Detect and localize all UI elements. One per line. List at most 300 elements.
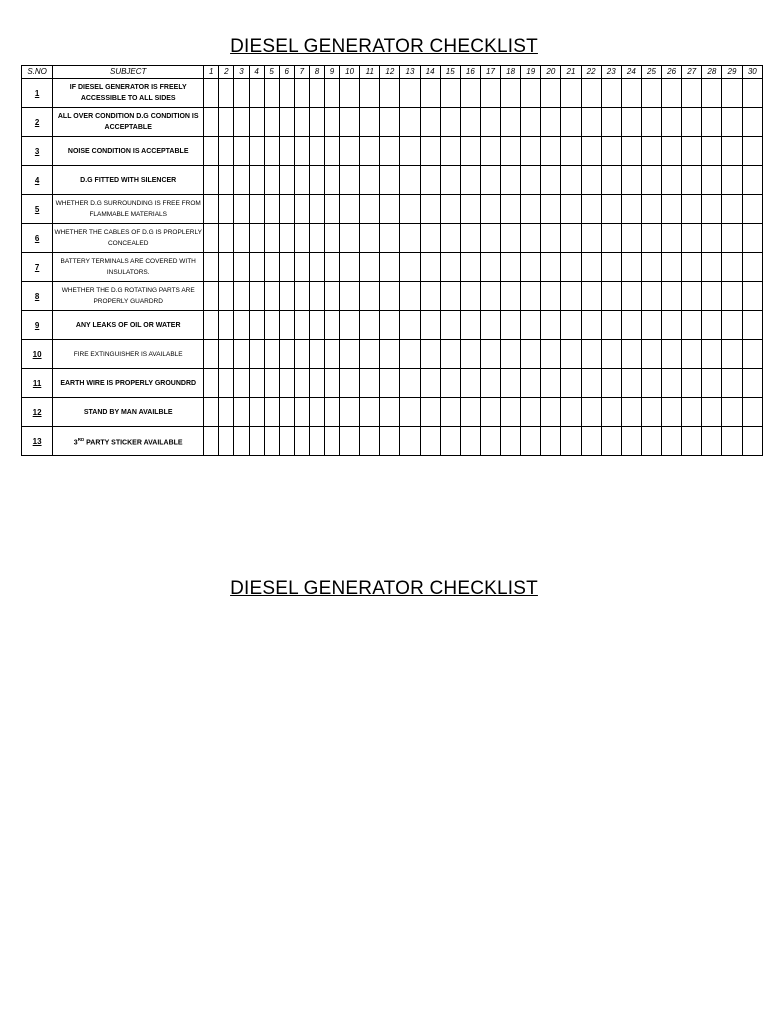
check-cell[interactable]: [440, 311, 460, 340]
check-cell[interactable]: [480, 369, 500, 398]
check-cell[interactable]: [400, 79, 420, 108]
check-cell[interactable]: [234, 195, 249, 224]
check-cell[interactable]: [279, 195, 294, 224]
check-cell[interactable]: [420, 340, 440, 369]
check-cell[interactable]: [340, 79, 360, 108]
check-cell[interactable]: [742, 427, 762, 456]
check-cell[interactable]: [682, 311, 702, 340]
check-cell[interactable]: [264, 79, 279, 108]
check-cell[interactable]: [380, 79, 400, 108]
check-cell[interactable]: [360, 369, 380, 398]
check-cell[interactable]: [480, 79, 500, 108]
check-cell[interactable]: [324, 166, 339, 195]
check-cell[interactable]: [440, 166, 460, 195]
check-cell[interactable]: [561, 253, 581, 282]
check-cell[interactable]: [309, 137, 324, 166]
check-cell[interactable]: [641, 369, 661, 398]
check-cell[interactable]: [264, 166, 279, 195]
check-cell[interactable]: [641, 166, 661, 195]
check-cell[interactable]: [360, 137, 380, 166]
check-cell[interactable]: [249, 398, 264, 427]
check-cell[interactable]: [581, 79, 601, 108]
check-cell[interactable]: [264, 369, 279, 398]
check-cell[interactable]: [249, 253, 264, 282]
check-cell[interactable]: [460, 137, 480, 166]
check-cell[interactable]: [581, 369, 601, 398]
check-cell[interactable]: [662, 195, 682, 224]
check-cell[interactable]: [204, 369, 219, 398]
check-cell[interactable]: [204, 398, 219, 427]
check-cell[interactable]: [682, 340, 702, 369]
check-cell[interactable]: [682, 137, 702, 166]
check-cell[interactable]: [621, 427, 641, 456]
check-cell[interactable]: [682, 166, 702, 195]
check-cell[interactable]: [742, 137, 762, 166]
check-cell[interactable]: [581, 253, 601, 282]
check-cell[interactable]: [460, 311, 480, 340]
check-cell[interactable]: [360, 340, 380, 369]
check-cell[interactable]: [340, 340, 360, 369]
check-cell[interactable]: [324, 369, 339, 398]
check-cell[interactable]: [204, 108, 219, 137]
check-cell[interactable]: [360, 108, 380, 137]
check-cell[interactable]: [501, 398, 521, 427]
check-cell[interactable]: [380, 282, 400, 311]
check-cell[interactable]: [340, 427, 360, 456]
check-cell[interactable]: [621, 340, 641, 369]
check-cell[interactable]: [561, 311, 581, 340]
check-cell[interactable]: [682, 253, 702, 282]
check-cell[interactable]: [264, 195, 279, 224]
check-cell[interactable]: [702, 137, 722, 166]
check-cell[interactable]: [581, 398, 601, 427]
check-cell[interactable]: [309, 166, 324, 195]
check-cell[interactable]: [480, 398, 500, 427]
check-cell[interactable]: [324, 137, 339, 166]
check-cell[interactable]: [249, 108, 264, 137]
check-cell[interactable]: [294, 108, 309, 137]
check-cell[interactable]: [561, 340, 581, 369]
check-cell[interactable]: [324, 224, 339, 253]
check-cell[interactable]: [742, 369, 762, 398]
check-cell[interactable]: [279, 137, 294, 166]
check-cell[interactable]: [501, 195, 521, 224]
check-cell[interactable]: [561, 369, 581, 398]
check-cell[interactable]: [601, 398, 621, 427]
check-cell[interactable]: [521, 340, 541, 369]
check-cell[interactable]: [460, 108, 480, 137]
check-cell[interactable]: [249, 166, 264, 195]
check-cell[interactable]: [234, 311, 249, 340]
check-cell[interactable]: [501, 166, 521, 195]
check-cell[interactable]: [400, 311, 420, 340]
check-cell[interactable]: [219, 108, 234, 137]
check-cell[interactable]: [702, 253, 722, 282]
check-cell[interactable]: [294, 282, 309, 311]
check-cell[interactable]: [662, 166, 682, 195]
check-cell[interactable]: [219, 369, 234, 398]
check-cell[interactable]: [662, 398, 682, 427]
check-cell[interactable]: [219, 253, 234, 282]
check-cell[interactable]: [581, 224, 601, 253]
check-cell[interactable]: [309, 282, 324, 311]
check-cell[interactable]: [400, 369, 420, 398]
check-cell[interactable]: [601, 137, 621, 166]
check-cell[interactable]: [722, 369, 742, 398]
check-cell[interactable]: [420, 282, 440, 311]
check-cell[interactable]: [324, 427, 339, 456]
check-cell[interactable]: [561, 398, 581, 427]
check-cell[interactable]: [621, 398, 641, 427]
check-cell[interactable]: [219, 195, 234, 224]
check-cell[interactable]: [279, 253, 294, 282]
check-cell[interactable]: [360, 195, 380, 224]
check-cell[interactable]: [480, 166, 500, 195]
check-cell[interactable]: [702, 195, 722, 224]
check-cell[interactable]: [340, 224, 360, 253]
check-cell[interactable]: [501, 369, 521, 398]
check-cell[interactable]: [480, 282, 500, 311]
check-cell[interactable]: [340, 282, 360, 311]
check-cell[interactable]: [521, 282, 541, 311]
check-cell[interactable]: [440, 369, 460, 398]
check-cell[interactable]: [380, 340, 400, 369]
check-cell[interactable]: [460, 398, 480, 427]
check-cell[interactable]: [340, 166, 360, 195]
check-cell[interactable]: [541, 137, 561, 166]
check-cell[interactable]: [249, 137, 264, 166]
check-cell[interactable]: [340, 253, 360, 282]
check-cell[interactable]: [294, 137, 309, 166]
check-cell[interactable]: [380, 195, 400, 224]
check-cell[interactable]: [249, 224, 264, 253]
check-cell[interactable]: [722, 137, 742, 166]
check-cell[interactable]: [641, 195, 661, 224]
check-cell[interactable]: [662, 253, 682, 282]
check-cell[interactable]: [621, 166, 641, 195]
check-cell[interactable]: [279, 427, 294, 456]
check-cell[interactable]: [460, 166, 480, 195]
check-cell[interactable]: [279, 166, 294, 195]
check-cell[interactable]: [641, 340, 661, 369]
check-cell[interactable]: [742, 398, 762, 427]
check-cell[interactable]: [662, 340, 682, 369]
check-cell[interactable]: [561, 79, 581, 108]
check-cell[interactable]: [294, 224, 309, 253]
check-cell[interactable]: [234, 427, 249, 456]
check-cell[interactable]: [662, 79, 682, 108]
check-cell[interactable]: [324, 398, 339, 427]
check-cell[interactable]: [309, 108, 324, 137]
check-cell[interactable]: [400, 398, 420, 427]
check-cell[interactable]: [662, 311, 682, 340]
check-cell[interactable]: [460, 195, 480, 224]
check-cell[interactable]: [722, 195, 742, 224]
check-cell[interactable]: [521, 427, 541, 456]
check-cell[interactable]: [581, 137, 601, 166]
check-cell[interactable]: [234, 398, 249, 427]
check-cell[interactable]: [324, 195, 339, 224]
check-cell[interactable]: [360, 79, 380, 108]
check-cell[interactable]: [581, 427, 601, 456]
check-cell[interactable]: [641, 79, 661, 108]
check-cell[interactable]: [662, 427, 682, 456]
check-cell[interactable]: [722, 282, 742, 311]
check-cell[interactable]: [309, 398, 324, 427]
check-cell[interactable]: [521, 137, 541, 166]
check-cell[interactable]: [541, 427, 561, 456]
check-cell[interactable]: [294, 195, 309, 224]
check-cell[interactable]: [440, 340, 460, 369]
check-cell[interactable]: [340, 398, 360, 427]
check-cell[interactable]: [480, 253, 500, 282]
check-cell[interactable]: [662, 369, 682, 398]
check-cell[interactable]: [501, 427, 521, 456]
check-cell[interactable]: [641, 311, 661, 340]
check-cell[interactable]: [742, 224, 762, 253]
check-cell[interactable]: [440, 195, 460, 224]
check-cell[interactable]: [621, 79, 641, 108]
check-cell[interactable]: [702, 282, 722, 311]
check-cell[interactable]: [400, 282, 420, 311]
check-cell[interactable]: [662, 137, 682, 166]
check-cell[interactable]: [294, 79, 309, 108]
check-cell[interactable]: [460, 224, 480, 253]
check-cell[interactable]: [420, 427, 440, 456]
check-cell[interactable]: [521, 166, 541, 195]
check-cell[interactable]: [340, 108, 360, 137]
check-cell[interactable]: [420, 398, 440, 427]
check-cell[interactable]: [264, 224, 279, 253]
check-cell[interactable]: [722, 253, 742, 282]
check-cell[interactable]: [601, 340, 621, 369]
check-cell[interactable]: [641, 224, 661, 253]
check-cell[interactable]: [541, 282, 561, 311]
check-cell[interactable]: [309, 79, 324, 108]
check-cell[interactable]: [380, 427, 400, 456]
check-cell[interactable]: [324, 79, 339, 108]
check-cell[interactable]: [702, 311, 722, 340]
check-cell[interactable]: [380, 224, 400, 253]
check-cell[interactable]: [702, 108, 722, 137]
check-cell[interactable]: [219, 427, 234, 456]
check-cell[interactable]: [541, 369, 561, 398]
check-cell[interactable]: [279, 79, 294, 108]
check-cell[interactable]: [219, 224, 234, 253]
check-cell[interactable]: [541, 166, 561, 195]
check-cell[interactable]: [294, 253, 309, 282]
check-cell[interactable]: [234, 340, 249, 369]
check-cell[interactable]: [309, 224, 324, 253]
check-cell[interactable]: [501, 311, 521, 340]
check-cell[interactable]: [662, 224, 682, 253]
check-cell[interactable]: [400, 427, 420, 456]
check-cell[interactable]: [480, 108, 500, 137]
check-cell[interactable]: [279, 398, 294, 427]
check-cell[interactable]: [722, 166, 742, 195]
check-cell[interactable]: [722, 311, 742, 340]
check-cell[interactable]: [641, 253, 661, 282]
check-cell[interactable]: [561, 195, 581, 224]
check-cell[interactable]: [309, 311, 324, 340]
check-cell[interactable]: [440, 224, 460, 253]
check-cell[interactable]: [682, 108, 702, 137]
check-cell[interactable]: [682, 195, 702, 224]
check-cell[interactable]: [521, 224, 541, 253]
check-cell[interactable]: [722, 427, 742, 456]
check-cell[interactable]: [722, 398, 742, 427]
check-cell[interactable]: [219, 398, 234, 427]
check-cell[interactable]: [294, 166, 309, 195]
check-cell[interactable]: [480, 195, 500, 224]
check-cell[interactable]: [621, 282, 641, 311]
check-cell[interactable]: [279, 108, 294, 137]
check-cell[interactable]: [420, 79, 440, 108]
check-cell[interactable]: [219, 311, 234, 340]
check-cell[interactable]: [440, 253, 460, 282]
check-cell[interactable]: [264, 340, 279, 369]
check-cell[interactable]: [541, 311, 561, 340]
check-cell[interactable]: [264, 137, 279, 166]
check-cell[interactable]: [264, 427, 279, 456]
check-cell[interactable]: [360, 224, 380, 253]
check-cell[interactable]: [440, 108, 460, 137]
check-cell[interactable]: [440, 398, 460, 427]
check-cell[interactable]: [294, 369, 309, 398]
check-cell[interactable]: [621, 311, 641, 340]
check-cell[interactable]: [324, 253, 339, 282]
check-cell[interactable]: [294, 398, 309, 427]
check-cell[interactable]: [249, 282, 264, 311]
check-cell[interactable]: [581, 340, 601, 369]
check-cell[interactable]: [420, 311, 440, 340]
check-cell[interactable]: [742, 79, 762, 108]
check-cell[interactable]: [219, 166, 234, 195]
check-cell[interactable]: [440, 282, 460, 311]
check-cell[interactable]: [742, 340, 762, 369]
check-cell[interactable]: [561, 166, 581, 195]
check-cell[interactable]: [279, 369, 294, 398]
check-cell[interactable]: [480, 340, 500, 369]
check-cell[interactable]: [722, 340, 742, 369]
check-cell[interactable]: [601, 79, 621, 108]
check-cell[interactable]: [440, 79, 460, 108]
check-cell[interactable]: [380, 311, 400, 340]
check-cell[interactable]: [641, 282, 661, 311]
check-cell[interactable]: [309, 253, 324, 282]
check-cell[interactable]: [264, 108, 279, 137]
check-cell[interactable]: [234, 79, 249, 108]
check-cell[interactable]: [480, 224, 500, 253]
check-cell[interactable]: [601, 369, 621, 398]
check-cell[interactable]: [219, 340, 234, 369]
check-cell[interactable]: [360, 253, 380, 282]
check-cell[interactable]: [360, 311, 380, 340]
check-cell[interactable]: [641, 137, 661, 166]
check-cell[interactable]: [682, 398, 702, 427]
check-cell[interactable]: [360, 398, 380, 427]
check-cell[interactable]: [480, 311, 500, 340]
check-cell[interactable]: [460, 340, 480, 369]
check-cell[interactable]: [204, 282, 219, 311]
check-cell[interactable]: [521, 369, 541, 398]
check-cell[interactable]: [541, 253, 561, 282]
check-cell[interactable]: [204, 427, 219, 456]
check-cell[interactable]: [420, 195, 440, 224]
check-cell[interactable]: [581, 166, 601, 195]
check-cell[interactable]: [742, 282, 762, 311]
check-cell[interactable]: [380, 137, 400, 166]
check-cell[interactable]: [420, 253, 440, 282]
check-cell[interactable]: [581, 108, 601, 137]
check-cell[interactable]: [249, 311, 264, 340]
check-cell[interactable]: [204, 224, 219, 253]
check-cell[interactable]: [400, 108, 420, 137]
check-cell[interactable]: [249, 427, 264, 456]
check-cell[interactable]: [204, 137, 219, 166]
check-cell[interactable]: [309, 340, 324, 369]
check-cell[interactable]: [400, 224, 420, 253]
check-cell[interactable]: [294, 427, 309, 456]
check-cell[interactable]: [682, 427, 702, 456]
check-cell[interactable]: [204, 311, 219, 340]
check-cell[interactable]: [460, 79, 480, 108]
check-cell[interactable]: [501, 137, 521, 166]
check-cell[interactable]: [702, 224, 722, 253]
check-cell[interactable]: [400, 137, 420, 166]
check-cell[interactable]: [204, 253, 219, 282]
check-cell[interactable]: [340, 195, 360, 224]
check-cell[interactable]: [742, 108, 762, 137]
check-cell[interactable]: [521, 195, 541, 224]
check-cell[interactable]: [219, 137, 234, 166]
check-cell[interactable]: [420, 108, 440, 137]
check-cell[interactable]: [380, 369, 400, 398]
check-cell[interactable]: [460, 427, 480, 456]
check-cell[interactable]: [340, 137, 360, 166]
check-cell[interactable]: [581, 282, 601, 311]
check-cell[interactable]: [601, 166, 621, 195]
check-cell[interactable]: [340, 311, 360, 340]
check-cell[interactable]: [662, 108, 682, 137]
check-cell[interactable]: [501, 253, 521, 282]
check-cell[interactable]: [400, 166, 420, 195]
check-cell[interactable]: [561, 282, 581, 311]
check-cell[interactable]: [480, 137, 500, 166]
check-cell[interactable]: [309, 195, 324, 224]
check-cell[interactable]: [264, 311, 279, 340]
check-cell[interactable]: [702, 427, 722, 456]
check-cell[interactable]: [249, 369, 264, 398]
check-cell[interactable]: [581, 311, 601, 340]
check-cell[interactable]: [324, 340, 339, 369]
check-cell[interactable]: [309, 427, 324, 456]
check-cell[interactable]: [380, 398, 400, 427]
check-cell[interactable]: [440, 427, 460, 456]
check-cell[interactable]: [742, 311, 762, 340]
check-cell[interactable]: [420, 369, 440, 398]
check-cell[interactable]: [621, 108, 641, 137]
check-cell[interactable]: [601, 427, 621, 456]
check-cell[interactable]: [264, 398, 279, 427]
check-cell[interactable]: [249, 79, 264, 108]
check-cell[interactable]: [702, 166, 722, 195]
check-cell[interactable]: [742, 195, 762, 224]
check-cell[interactable]: [234, 137, 249, 166]
check-cell[interactable]: [501, 224, 521, 253]
check-cell[interactable]: [234, 166, 249, 195]
check-cell[interactable]: [501, 108, 521, 137]
